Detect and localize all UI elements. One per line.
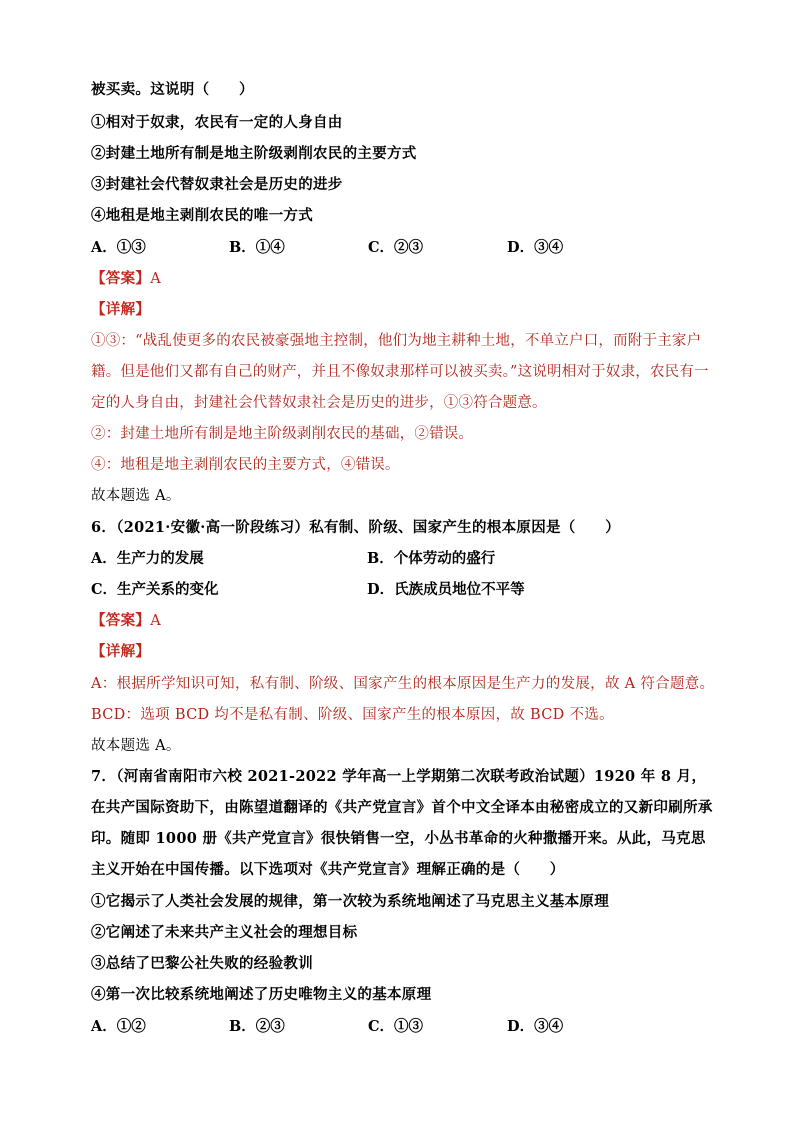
q6-option-c: C．生产关系的变化 xyxy=(91,581,219,598)
q7-stem: 7．（河南省南阳市六校 2021-2022 学年高一上学期第二次联考政治试题）1920 年 8 月，在共产国际资助下，由陈望道翻译的《共产党宣言》首个中文全译本由秘密成立的又新印刷所承印。随即 1000 册《共产党宣言》很快销售一空，小丛书革命的火种撒播开来。从此，马克思主义开始在中国传播。以下选项对《共产党宣言》理解正确的是（ ） xyxy=(91,768,713,878)
answer-label: 【答案】 xyxy=(91,612,151,629)
q5-analysis-1: ①③：“战乱使更多的农民被豪强地主控制，他们为地主耕种土地，不单立户口，而附于主家户籍。但是他们又都有自己的财产，并且不像奴隶那样可以被买卖。”这说明相对于奴隶，农民有一定的人身自由，封建社会代替奴隶社会是历史的进步，①③符合题意。 xyxy=(91,333,709,411)
q7-option-d: D．③④ xyxy=(507,1018,564,1035)
q5-option-b: B．①④ xyxy=(229,239,285,256)
answer-label: 【答案】 xyxy=(91,270,151,287)
q5-answer xyxy=(91,269,161,289)
q7-option-c: C．①③ xyxy=(368,1018,424,1035)
q7-options xyxy=(91,1017,711,1037)
q6-conclusion: 故本题选 A。 xyxy=(91,738,181,754)
q5-item-1: ①相对于奴隶，农民有一定的人身自由 xyxy=(91,114,343,131)
q6-analysis-2: BCD：选项 BCD 均不是私有制、阶级、国家产生的根本原因，故 BCD 不选。 xyxy=(91,707,614,723)
q6-options-row-2 xyxy=(91,580,711,600)
q5-option-c: C．②③ xyxy=(368,239,424,256)
q5-option-a: A．①③ xyxy=(91,239,146,256)
q7-item-3: ③总结了巴黎公社失败的经验教训 xyxy=(91,955,313,972)
q7-option-a: A．①② xyxy=(91,1018,146,1035)
q7-option-b: B．②③ xyxy=(229,1018,285,1035)
q5-detail-label: 【详解】 xyxy=(91,301,151,318)
q6-stem: 6．（2021·安徽·高一阶段练习）私有制、阶级、国家产生的根本原因是（ ） xyxy=(91,519,620,536)
q6-answer xyxy=(91,611,161,631)
q5-item-4: ④地租是地主剥削农民的唯一方式 xyxy=(91,207,313,224)
answer-value: A xyxy=(150,271,161,287)
q6-option-d: D．氏族成员地位不平等 xyxy=(367,581,525,598)
answer-value: A xyxy=(150,613,161,629)
q7-item-1: ①它揭示了人类社会发展的规律，第一次较为系统地阐述了马克思主义基本原理 xyxy=(91,893,609,910)
q5-conclusion: 故本题选 A。 xyxy=(91,488,181,504)
q5-item-3: ③封建社会代替奴隶社会是历史的进步 xyxy=(91,176,343,193)
q5-option-d: D．③④ xyxy=(507,239,564,256)
q5-item-2: ②封建土地所有制是地主阶级剥削农民的主要方式 xyxy=(91,145,417,162)
q6-analysis-1: A：根据所学知识可知，私有制、阶级、国家产生的根本原因是生产力的发展，故 A 符合题意。 xyxy=(91,676,715,692)
q7-item-2: ②它阐述了未来共产主义社会的理想目标 xyxy=(91,924,358,941)
q6-option-b: B．个体劳动的盛行 xyxy=(367,550,496,567)
q5-analysis-2: ②：封建土地所有制是地主阶级剥削农民的基础，②错误。 xyxy=(91,426,474,442)
q6-option-a: A．生产力的发展 xyxy=(91,550,204,567)
q6-detail-label: 【详解】 xyxy=(91,643,151,660)
q5-analysis-3: ④：地租是地主剥削农民的主要方式，④错误。 xyxy=(91,457,400,473)
q5-options xyxy=(91,238,711,258)
q5-stem-tail: 被买卖。这说明（ ） xyxy=(91,81,254,98)
q6-options-row-1 xyxy=(91,549,711,569)
q7-item-4: ④第一次比较系统地阐述了历史唯物主义的基本原理 xyxy=(91,986,432,1003)
